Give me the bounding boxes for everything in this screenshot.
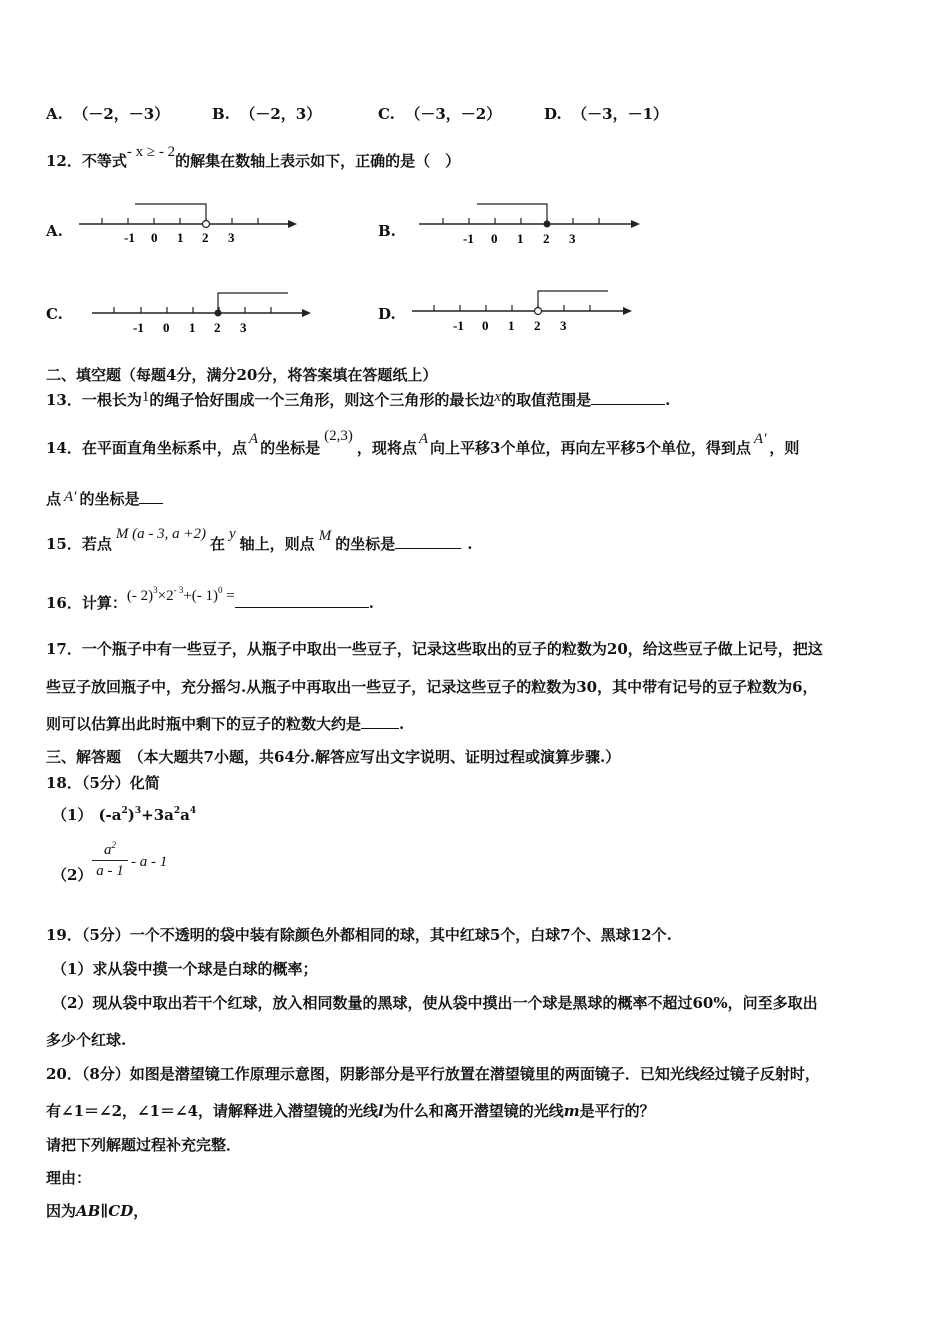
tick-label: 1 [189, 320, 196, 335]
tick-label: 0 [163, 320, 170, 335]
tick-label: 1 [177, 230, 184, 245]
tick-label: -1 [453, 318, 464, 333]
tick-label: 2 [534, 318, 541, 333]
q16-answer-blank[interactable] [235, 593, 369, 608]
tick-label: -1 [133, 320, 144, 335]
q13: 13．一根长为1的绳子恰好围成一个三角形，则这个三角形的最长边x的取值范围是 . [46, 389, 671, 409]
q17-line1: 17．一个瓶子中有一些豆子，从瓶子中取出一些豆子，记录这些取出的豆子的粒数为20，给这些豆子做上记号，把这 [46, 640, 823, 658]
tick-label: -1 [463, 231, 474, 246]
q20-line4: 理由： [46, 1169, 92, 1187]
q15: 15．若点M (a - 3, a +2)在y轴上，则点 M 的坐标是 . [46, 526, 473, 553]
tick-label: 2 [543, 231, 550, 246]
tick-label: 3 [228, 230, 235, 245]
tick-label: 2 [214, 320, 221, 335]
tick-label: 0 [491, 231, 498, 246]
q18-part2-rest: - a - 1 [131, 854, 168, 870]
tick-label: 1 [508, 318, 515, 333]
q15-answer-blank[interactable] [395, 534, 461, 549]
q12-inequality: - x ≥ - 2 [126, 144, 176, 160]
q16-expression: (- $2)^3\times 2^{- 3}+(-$ 1)$^0$ = [126, 585, 235, 604]
tick-label: 0 [151, 230, 158, 245]
q17-line2: 些豆子放回瓶子中，充分摇匀.从瓶子中再取出一些豆子，记录这些豆子的粒数为30，其中带有记号的豆子粒数为6， [46, 678, 818, 696]
q18-title: 18．（5分）化简 [46, 774, 160, 792]
q12-option-d-label: D. [378, 305, 396, 323]
q19-line4: 多少个红球. [46, 1031, 127, 1049]
tick-label: 1 [517, 231, 524, 246]
tick-label: 3 [569, 231, 576, 246]
q13-answer-blank[interactable] [591, 390, 665, 405]
q12-number-line-c [88, 285, 318, 337]
q11-option-a: A. （－2，－3） [46, 105, 170, 123]
q20-line5: 因为AB∥CD， [46, 1202, 149, 1220]
q12-option-b-label: B. [378, 222, 396, 240]
q12-number-line-a [75, 198, 305, 250]
q14-answer-blank[interactable] [139, 489, 163, 504]
q20-line2: 有∠1＝∠2，∠1＝∠4，请解释进入潜望镜的光线l为什么和离开潜望镜的光线m是平行的？ [46, 1102, 655, 1120]
q11-option-b: B. （－2，3） [212, 105, 322, 123]
q12-stem: 12．不等式- x ≥ - 2的解集在数轴上表示如下，正确的是（ ） [46, 144, 461, 170]
tick-label: 2 [202, 230, 209, 245]
q12-option-a-label: A. [46, 222, 63, 240]
tick-label: 0 [482, 318, 489, 333]
q14-line1: 14．在平面直角坐标系中，点 A 的坐标是(2,3)，现将点 A 向上平移3个单位，再向左平移5个单位，得到点 A′ ，则 [46, 428, 800, 457]
q17-answer-blank[interactable] [361, 714, 399, 729]
q11-option-d: D. （－3，－1） [544, 105, 669, 123]
q19-line1: 19．（5分）一个不透明的袋中装有除颜色外都相同的球，其中红球5个，白球7个、黑球12个. [46, 926, 672, 944]
tick-label: -1 [124, 230, 135, 245]
q20-line3: 请把下列解题过程补充完整． [46, 1136, 242, 1154]
q19-line3: （2）现从袋中取出若干个红球，放入相同数量的黑球，使从袋中摸出一个球是黑球的概率不超过60%，问至多取出 [52, 994, 818, 1012]
q18-part1: （1） $(-a^2)^3+3a^2a^4$ [52, 806, 197, 824]
q19-line2: （1）求从袋中摸一个球是白球的概率； [52, 960, 318, 978]
q20-line1: 20．（8分）如图是潜望镜工作原理示意图，阴影部分是平行放置在潜望镜里的两面镜子．已知光线经过镜子反射时， [46, 1065, 820, 1083]
q14-line2: 点 A′ 的坐标是 [46, 488, 163, 509]
q12-option-c-label: C. [46, 305, 63, 323]
q11-option-c: C. （－3，－2） [378, 105, 502, 123]
q18-part2-label: （2） [52, 866, 93, 884]
q17-line3: 则可以估算出此时瓶中剩下的豆子的粒数大约是 . [46, 715, 405, 733]
q12-number-line-b [415, 198, 645, 250]
q12-number-line-d [408, 283, 638, 335]
tick-label: 3 [560, 318, 567, 333]
section2-title: 二、填空题（每题4分，满分20分，将答案填在答题纸上） [46, 366, 438, 384]
tick-label: 3 [240, 320, 247, 335]
q16: 16．计算：(- $2)^3\times 2^{- 3}+(-$ 1)$^0$ = . [46, 585, 374, 612]
section3-title: 三、解答题 （本大题共7小题，共64分.解答应写出文字说明、证明过程或演算步骤.） [46, 748, 621, 766]
q18-part2-fraction: $a^2$ a - 1 [92, 842, 128, 880]
